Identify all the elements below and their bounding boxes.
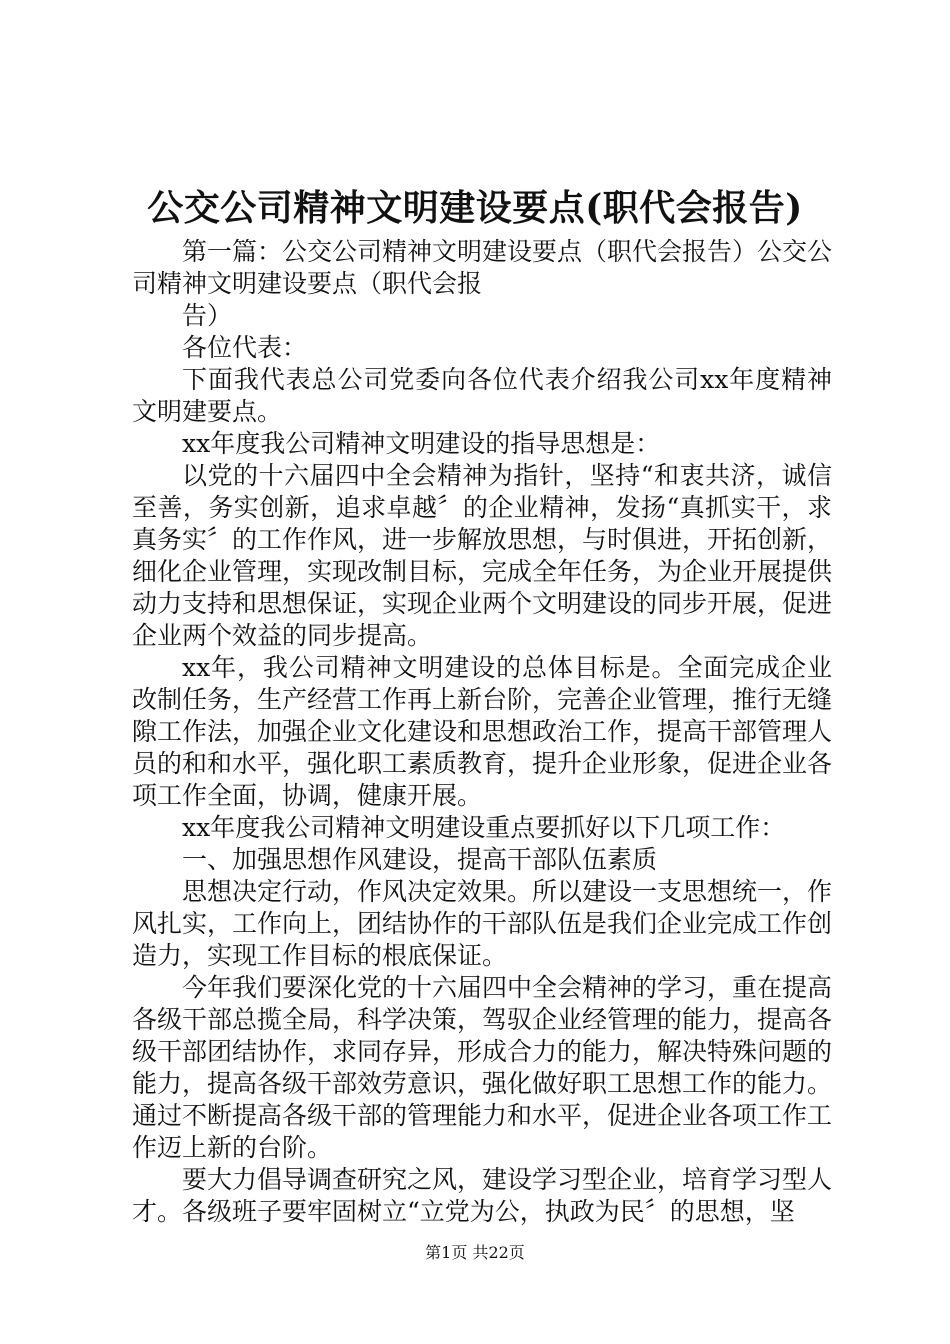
page-footer: 第1页 共22页 [425,1243,525,1262]
paragraph: 告） [182,301,233,330]
paragraph: 今年我们要深化党的十六届四中全会精神的学习，重在提高各级干部总揽全局，科学决策，驾驭企业经管理的能力，提高各级干部团结协作，求同存异，形成合力的能力，解决特殊问题的能力，提高各级干部效劳意识，强化做好职工思想工作的能力。通过不断提高各级干部的管理能力和水平，促进企业各项工作工作迈上新的台阶。 [132,973,833,1162]
paragraph: xx年度我公司精神文明建设的指导思想是： [182,429,661,458]
paragraph: 第一篇：公交公司精神文明建设要点（职代会报告）公交公司精神文明建设要点（职代会报 [132,237,833,298]
paragraph: 下面我代表总公司党委向各位代表介绍我公司xx年度精神文明建要点。 [132,365,832,426]
paragraph: 要大力倡导调查研究之风，建设学习型企业，培育学习型人才。各级班子要牢固树立“立党为公，执政为民〞的思想，坚 [132,1165,833,1226]
paragraph: xx年，我公司精神文明建设的总体目标是。全面完成企业改制任务，生产经营工作再上新台阶，完善企业管理，推行无缝隙工作法，加强企业文化建设和思想政治工作，提高干部管理人员的和和水平，强化职工素质教育，提升企业形象，促进企业各项工作全面，协调，健康开展。 [132,653,833,810]
paragraph: xx年度我公司精神文明建设重点要抓好以下几项工作： [182,813,786,842]
paragraph: 以党的十六届四中全会精神为指针，坚持“和衷共济，诚信至善，务实创新，追求卓越〞的企业精神，发扬“真抓实干，求真务实〞的工作作风，进一步解放思想，与时俱进，开拓创新，细化企业管理，实现改制目标，完成全年任务，为企业开展提供动力支持和思想保证，实现企业两个文明建设的同步开展，促进企业两个效益的同步提高。 [132,461,833,650]
section-heading: 一、加强思想作风建设，提高干部队伍素质 [182,845,658,874]
paragraph: 思想决定行动，作风决定效果。所以建设一支思想统一，作风扎实，工作向上，团结协作的干部队伍是我们企业完成工作创造力，实现工作目标的根底保证。 [132,877,833,970]
paragraph: 各位代表： [182,333,308,362]
document-title: 公交公司精神文明建设要点(职代会报告) [147,187,803,229]
document-body [132,236,832,1228]
